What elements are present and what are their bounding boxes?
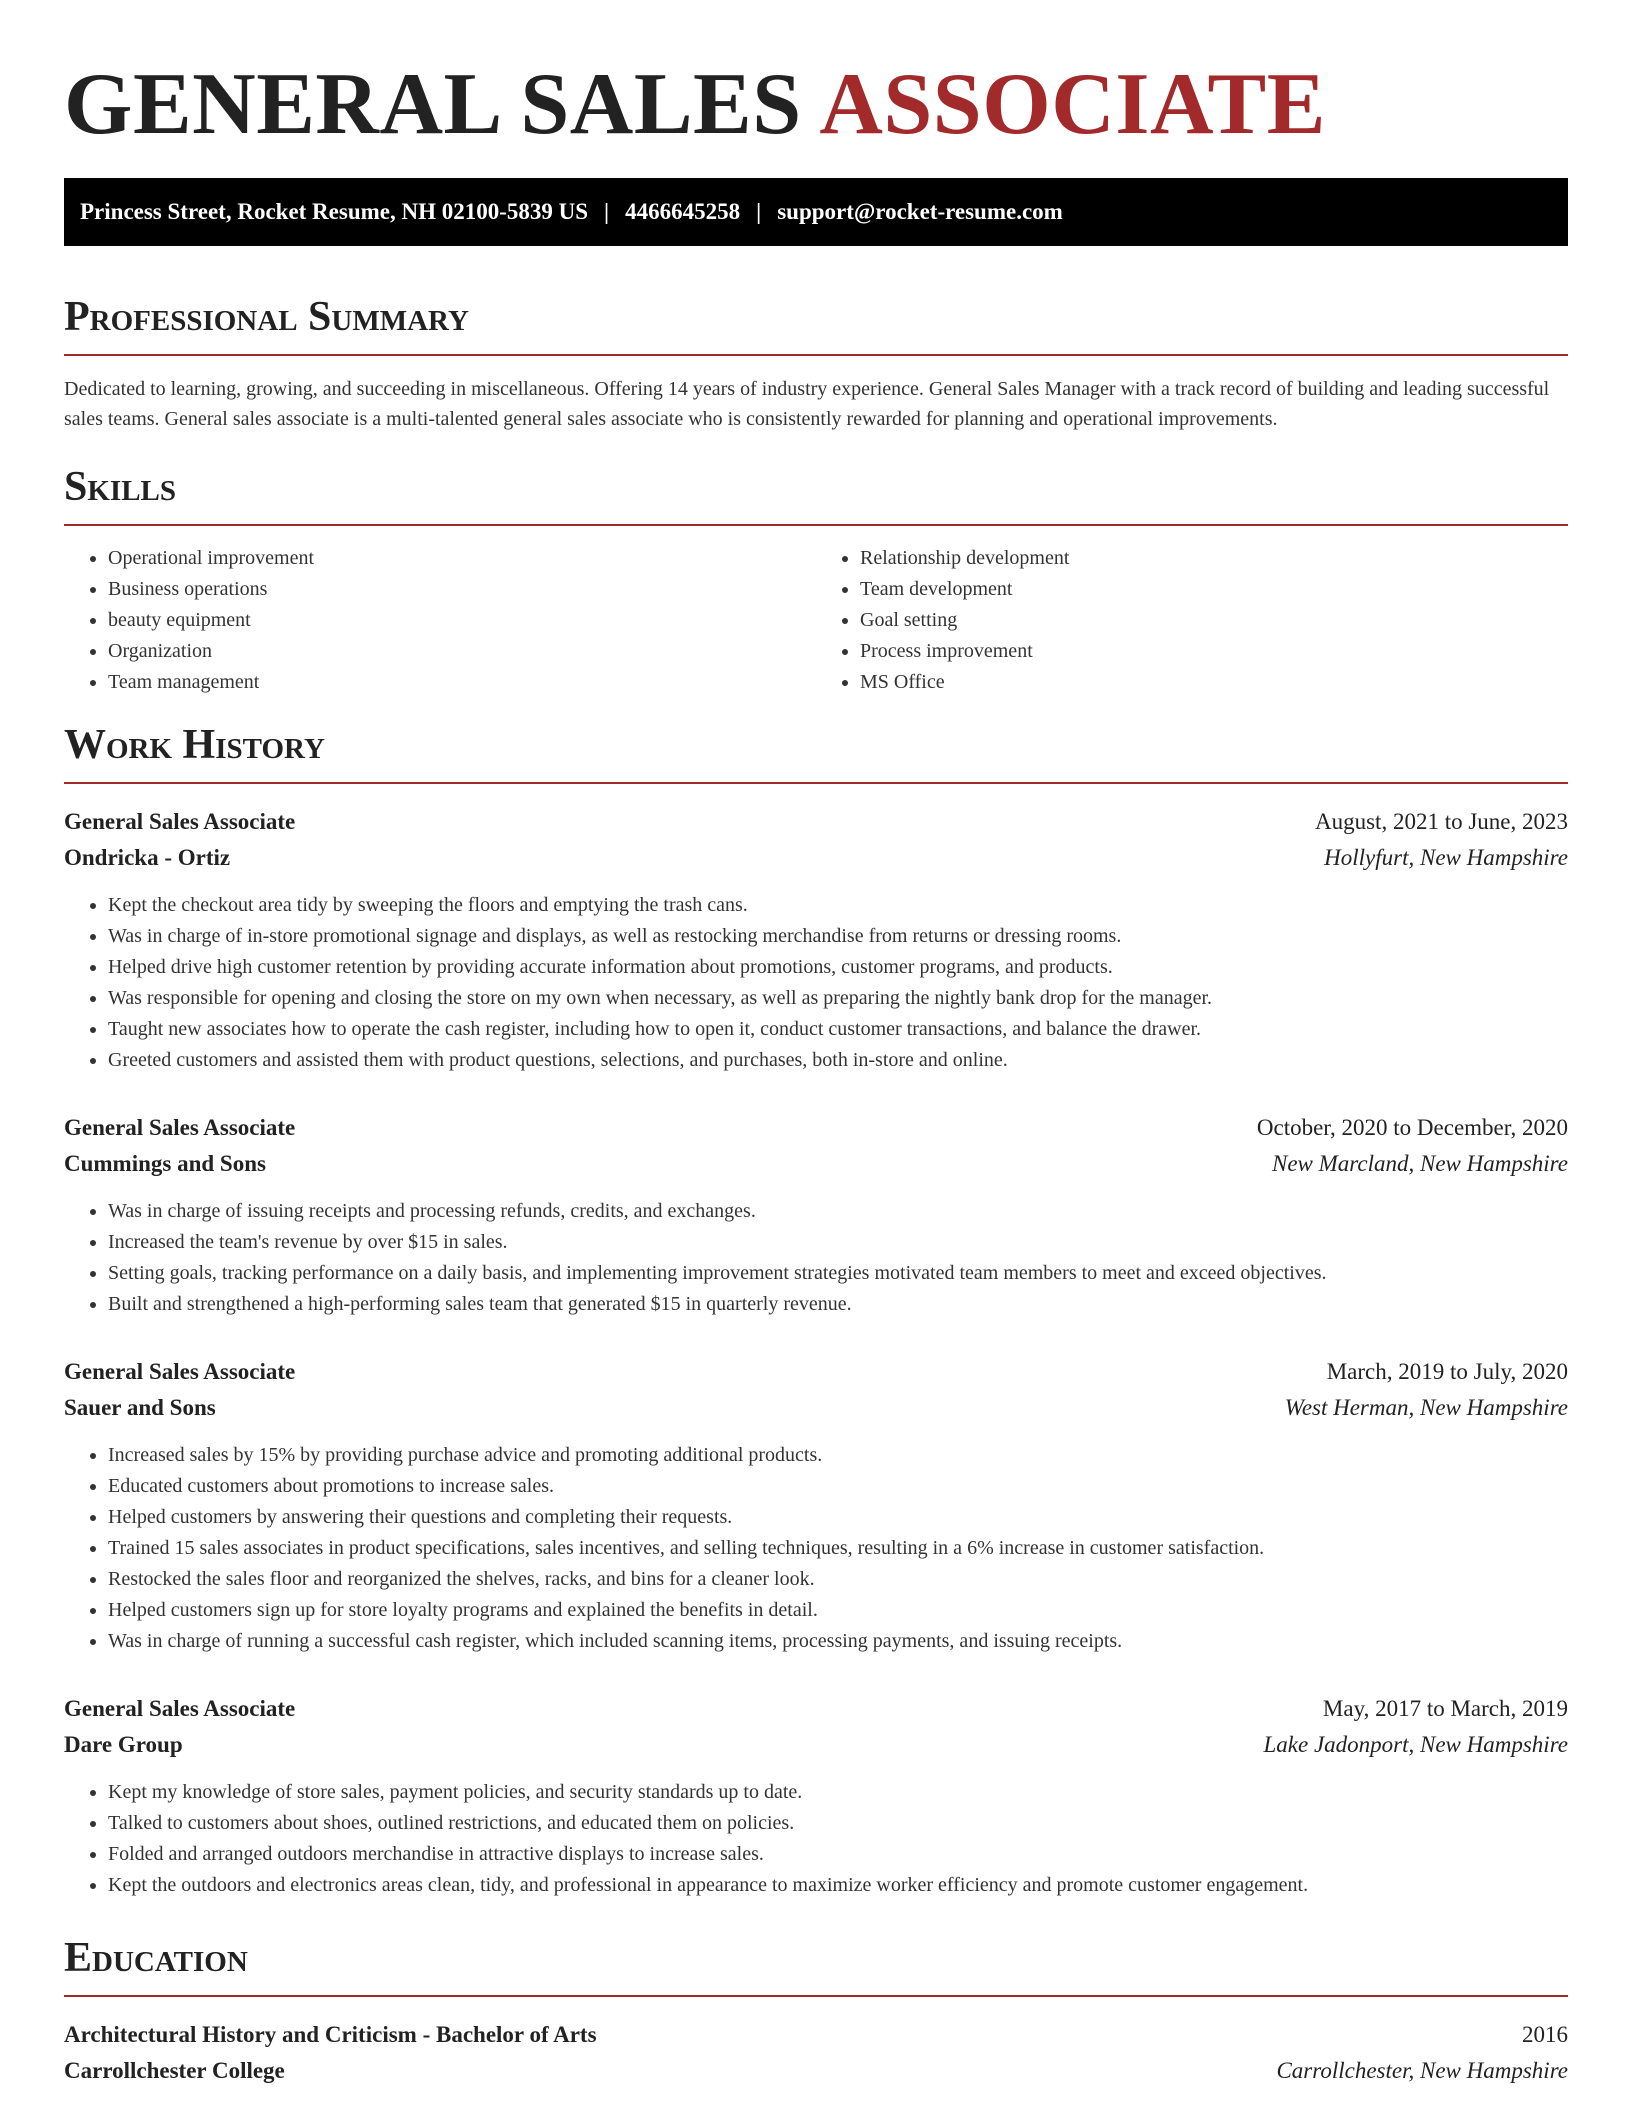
job-location: Hollyfurt, New Hampshire	[1324, 845, 1568, 871]
job-bullet: • Was in charge of in-store promotional signage and displays, as well as restocking merchandise from returns or dressing rooms.	[108, 921, 1568, 952]
job-bullet: • Educated customers about promotions to increase sales.	[108, 1471, 1568, 1502]
education-degree-row	[64, 2017, 1568, 2053]
skill-item: • Relationship development	[860, 543, 1568, 574]
contact-bar	[64, 178, 1568, 246]
title-accent: ASSOCIATE	[819, 56, 1326, 153]
job-company: Sauer and Sons	[64, 1395, 216, 1421]
skill-item: • Team development	[860, 574, 1568, 605]
education-school: Carrollchester College	[64, 2058, 285, 2084]
skill-item: • Process improvement	[860, 636, 1568, 667]
section-heading-summary: Professional Summary	[64, 294, 1568, 356]
resume-title	[64, 52, 1568, 158]
education-entry	[64, 2017, 1568, 2089]
job-title: General Sales Associate	[64, 809, 296, 835]
education-degree: Architectural History and Criticism - Bachelor of Arts	[64, 2022, 597, 2048]
section-heading-work: Work History	[64, 722, 1568, 784]
job-company-row	[64, 1390, 1568, 1426]
education-year: 2016	[1522, 2022, 1568, 2048]
job-title-row	[64, 1354, 1568, 1390]
section-heading-education: Education	[64, 1935, 1568, 1997]
job-bullet: • Trained 15 sales associates in product specifications, sales incentives, and selling techniques, resulting in a 6% increase in customer satisfaction.	[108, 1533, 1568, 1564]
job-title-row	[64, 1691, 1568, 1727]
job-bullets	[64, 890, 1568, 1076]
job-title: General Sales Associate	[64, 1696, 296, 1722]
skill-item: • Business operations	[108, 574, 816, 605]
skill-item: • Operational improvement	[108, 543, 816, 574]
skills-section	[64, 464, 1568, 698]
skill-item: • beauty equipment	[108, 605, 816, 636]
job-entry	[64, 1691, 1568, 1901]
job-bullet: • Setting goals, tracking performance on a daily basis, and implementing improvement strategies motivated team members to meet and exceed objectives.	[108, 1258, 1568, 1289]
job-bullet: • Talked to customers about shoes, outlined restrictions, and educated them on policies.	[108, 1808, 1568, 1839]
job-bullet: • Was responsible for opening and closing the store on my own when necessary, as well as preparing the nightly bank drop for the manager.	[108, 983, 1568, 1014]
job-bullet: • Kept my knowledge of store sales, payment policies, and security standards up to date.	[108, 1777, 1568, 1808]
contact-separator: |	[604, 198, 610, 224]
professional-summary-section	[64, 294, 1568, 434]
skills-grid	[64, 543, 1568, 698]
job-company: Ondricka - Ortiz	[64, 845, 231, 871]
job-entry	[64, 1354, 1568, 1657]
education-school-row	[64, 2053, 1568, 2089]
education-section	[64, 1935, 1568, 2089]
job-entry	[64, 1110, 1568, 1320]
job-location: West Herman, New Hampshire	[1284, 1395, 1568, 1421]
education-location: Carrollchester, New Hampshire	[1276, 2058, 1568, 2084]
skills-list-left	[64, 543, 816, 698]
job-bullet: • Increased the team's revenue by over $15 in sales.	[108, 1227, 1568, 1258]
job-dates: August, 2021 to June, 2023	[1315, 809, 1568, 835]
job-bullets	[64, 1440, 1568, 1657]
job-title: General Sales Associate	[64, 1359, 296, 1385]
job-bullet: • Folded and arranged outdoors merchandise in attractive displays to increase sales.	[108, 1839, 1568, 1870]
job-dates: March, 2019 to July, 2020	[1326, 1359, 1568, 1385]
skill-item: • Organization	[108, 636, 816, 667]
job-title-row	[64, 1110, 1568, 1146]
job-bullet: • Was in charge of issuing receipts and processing refunds, credits, and exchanges.	[108, 1196, 1568, 1227]
job-bullet: • Kept the checkout area tidy by sweeping the floors and emptying the trash cans.	[108, 890, 1568, 921]
skill-item: • Team management	[108, 667, 816, 698]
job-bullet: • Greeted customers and assisted them with product questions, selections, and purchases, both in-store and online.	[108, 1045, 1568, 1076]
job-bullet: • Kept the outdoors and electronics areas clean, tidy, and professional in appearance to maximize worker efficiency and promote customer engagement.	[108, 1870, 1568, 1901]
summary-text: Dedicated to learning, growing, and succeeding in miscellaneous. Offering 14 years of industry experience. General Sales Manager with a track record of building and leading successful sales teams. General sales associate is a multi-talented general sales associate who is consistently rewarded for planning and operational improvements.	[64, 377, 1550, 430]
title-main: GENERAL SALES	[64, 56, 802, 153]
job-company-row	[64, 1727, 1568, 1763]
job-title-row	[64, 804, 1568, 840]
job-company-row	[64, 840, 1568, 876]
contact-separator: |	[756, 198, 762, 224]
job-company: Dare Group	[64, 1732, 183, 1758]
contact-address: Princess Street, Rocket Resume, NH 02100-5839 US	[80, 198, 589, 224]
skills-list-right	[816, 543, 1568, 698]
job-company-row	[64, 1146, 1568, 1182]
contact-phone: 4466645258	[625, 198, 741, 224]
job-bullets	[64, 1777, 1568, 1901]
skill-item: • Goal setting	[860, 605, 1568, 636]
skill-item: • MS Office	[860, 667, 1568, 698]
job-bullets	[64, 1196, 1568, 1320]
contact-email: support@rocket-resume.com	[777, 198, 1063, 224]
job-bullet: • Restocked the sales floor and reorganized the shelves, racks, and bins for a cleaner look.	[108, 1564, 1568, 1595]
job-bullet: • Was in charge of running a successful cash register, which included scanning items, processing payments, and issuing receipts.	[108, 1626, 1568, 1657]
job-location: New Marcland, New Hampshire	[1271, 1151, 1568, 1177]
job-company: Cummings and Sons	[64, 1151, 266, 1177]
work-history-section	[64, 722, 1568, 1901]
job-bullet: • Increased sales by 15% by providing purchase advice and promoting additional products.	[108, 1440, 1568, 1471]
job-bullet: • Built and strengthened a high-performing sales team that generated $15 in quarterly revenue.	[108, 1289, 1568, 1320]
job-bullet: • Helped customers by answering their questions and completing their requests.	[108, 1502, 1568, 1533]
job-title: General Sales Associate	[64, 1115, 296, 1141]
job-bullet: • Taught new associates how to operate the cash register, including how to open it, conduct customer transactions, and balance the drawer.	[108, 1014, 1568, 1045]
job-entry	[64, 804, 1568, 1076]
job-location: Lake Jadonport, New Hampshire	[1263, 1732, 1568, 1758]
job-dates: May, 2017 to March, 2019	[1322, 1696, 1568, 1722]
section-heading-skills: Skills	[64, 464, 1568, 526]
job-bullet: • Helped customers sign up for store loyalty programs and explained the benefits in detail.	[108, 1595, 1568, 1626]
job-dates: October, 2020 to December, 2020	[1256, 1115, 1568, 1141]
job-bullet: • Helped drive high customer retention by providing accurate information about promotions, customer programs, and products.	[108, 952, 1568, 983]
